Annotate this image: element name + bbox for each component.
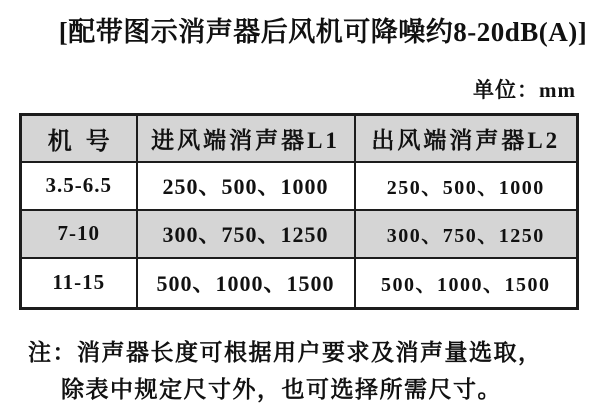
cell-inlet: 500、1000、1500 [137, 258, 355, 309]
header-cell-outlet: 出风端消声器L2 [355, 115, 578, 162]
silencer-size-table [19, 113, 579, 310]
table-row [21, 258, 578, 309]
header-cell-model: 机号 [21, 115, 137, 162]
table-header-row [21, 115, 578, 162]
unit-label: 单位：mm [473, 78, 576, 102]
cell-inlet: 250、500、1000 [137, 162, 355, 210]
cell-inlet: 300、750、1250 [137, 210, 355, 258]
cell-model: 3.5-6.5 [21, 162, 137, 210]
footnote-line-1: 注：消声器长度可根据用户要求及消声量选取， [28, 340, 543, 365]
cell-model: 7-10 [21, 210, 137, 258]
cell-model: 11-15 [21, 258, 137, 309]
cell-outlet: 300、750、1250 [355, 210, 578, 258]
cell-outlet: 250、500、1000 [355, 162, 578, 210]
table-row [21, 210, 578, 258]
table-row [21, 162, 578, 210]
footnote [28, 334, 600, 408]
header-cell-inlet: 进风端消声器L1 [137, 115, 355, 162]
page-title: [配带图示消声器后风机可降噪约8-20dB(A)] [58, 17, 588, 47]
footnote-line-2: 除表中规定尺寸外，也可选择所需尺寸。 [61, 377, 502, 402]
cell-outlet: 500、1000、1500 [355, 258, 578, 309]
